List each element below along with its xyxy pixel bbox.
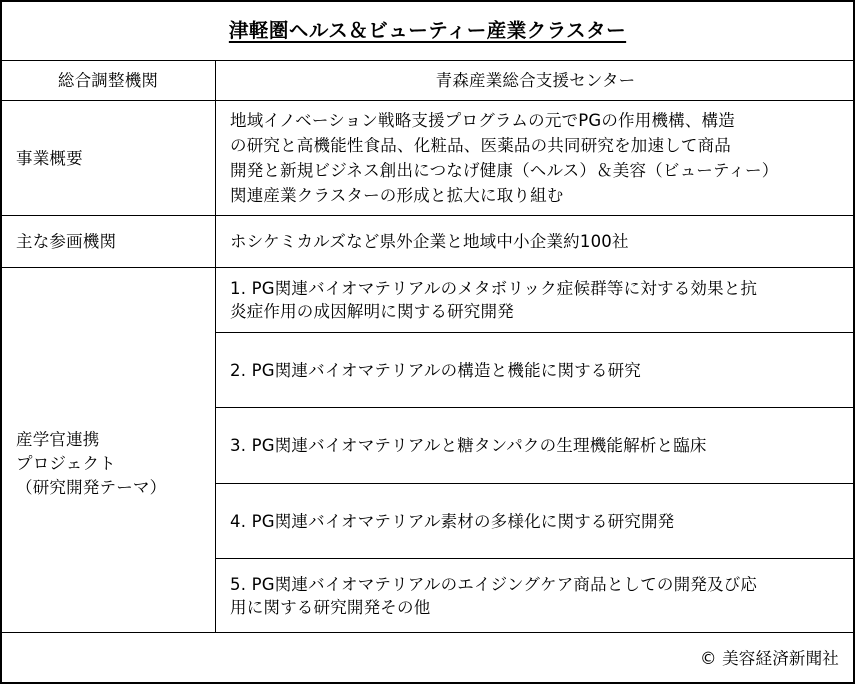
- copyright-text: © 美容経済新聞社: [699, 648, 839, 668]
- copyright-cell: [0, 632, 855, 684]
- coordinator-label-cell: [0, 61, 216, 100]
- overview-value: 地域イノベーション戦略支援プログラムの元でPGの作用機構、構造 の研究と高機能性食品、化粧品、医薬品の共同研究を加速して商品 開発と新規ビジネス創出につなげ健康（ヘルス）＆美容（ビューティー） 関連産業クラスターの形成と拡大に取り組む: [230, 111, 779, 205]
- table-title: 津軽圏ヘルス＆ビューティー産業クラスター: [228, 18, 627, 42]
- participants-label-cell: [0, 216, 216, 267]
- overview-value-cell: [216, 101, 855, 215]
- project-item-2-text: 2. PG関連バイオマテリアルの構造と機能に関する研究: [230, 360, 641, 380]
- coordinator-value-cell: [216, 61, 855, 100]
- project-item-5-text: 5. PG関連バイオマテリアルのエイジングケア商品としての開発及び応 用に関する研究開発その他: [230, 574, 758, 617]
- overview-label-cell: [0, 101, 216, 215]
- participants-label: 主な参画機関: [16, 232, 117, 251]
- projects-label: 産学官連携 プロジェクト （研究開発テーマ）: [16, 430, 167, 497]
- project-item-4-text: 4. PG関連バイオマテリアル素材の多様化に関する研究開発: [230, 511, 675, 531]
- participants-value: ホシケミカルズなど県外企業と地域中小企業約100社: [230, 232, 629, 251]
- overview-label: 事業概要: [16, 148, 83, 168]
- project-item-3-text: 3. PG関連バイオマテリアルと糖タンパクの生理機能解析と臨床: [230, 436, 707, 455]
- coordinator-label: 総合調整機関: [57, 71, 159, 90]
- project-item-2: [216, 333, 855, 407]
- project-item-3: [216, 408, 855, 483]
- participants-value-cell: [216, 216, 855, 267]
- project-item-5: [216, 559, 855, 632]
- table-title-cell: [0, 0, 855, 60]
- project-item-4: [216, 484, 855, 558]
- coordinator-value: 青森産業総合支援センター: [435, 71, 636, 90]
- projects-label-cell: [0, 268, 216, 632]
- project-item-1: [216, 268, 855, 332]
- project-item-1-text: 1. PG関連バイオマテリアルのメタボリック症候群等に対する効果と抗 炎症作用の成因解明に関する研究開発: [230, 279, 758, 321]
